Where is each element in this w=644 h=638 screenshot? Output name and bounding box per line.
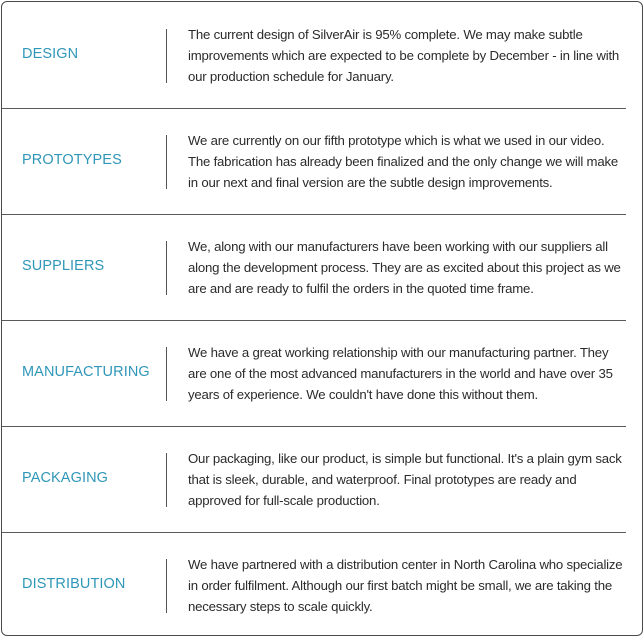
project-status-table <box>1 1 643 636</box>
row-description: We, along with our manufacturers have been working with our suppliers all along the development process. They are as excited about this project as we are and are ready to fulfil the orders in the quoted time frame. <box>188 239 621 296</box>
vertical-divider <box>166 29 167 83</box>
vertical-divider <box>166 347 167 401</box>
row-description: We have partnered with a distribution center in North Carolina who specialize in order fulfilment. Although our first batch might be small, we are taking the necessary steps to scale quickly. <box>188 557 623 614</box>
row-label: PROTOTYPES <box>22 152 122 168</box>
row-description: We are currently on our fifth prototype which is what we used in our video. The fabrication has already been finalized and the only change we will make in our next and final version are the subtle design improvements. <box>188 133 618 190</box>
row-label: SUPPLIERS <box>22 258 105 274</box>
vertical-divider <box>166 241 167 295</box>
row-label: MANUFACTURING <box>22 364 150 380</box>
row-label: DISTRIBUTION <box>22 576 126 592</box>
status-row-prototypes <box>2 108 642 214</box>
status-row-suppliers <box>2 214 642 320</box>
status-row-distribution <box>2 532 642 638</box>
row-label: PACKAGING <box>22 470 109 486</box>
row-label: DESIGN <box>22 46 79 62</box>
status-row-manufacturing <box>2 320 642 426</box>
vertical-divider <box>166 135 167 189</box>
vertical-divider <box>166 453 167 507</box>
row-description: Our packaging, like our product, is simple but functional. It's a plain gym sack that is sleek, durable, and waterproof. Final prototypes are ready and approved for full-scale production. <box>188 451 622 508</box>
row-description: We have a great working relationship with our manufacturing partner. They are one of the most advanced manufacturers in the world and have over 35 years of experience. We couldn't have done this without them. <box>188 345 613 402</box>
status-row-design <box>2 2 642 108</box>
status-row-packaging <box>2 426 642 532</box>
vertical-divider <box>166 559 167 613</box>
row-description: The current design of SilverAir is 95% complete. We may make subtle improvements which are expected to be complete by December - in line with our production schedule for January. <box>188 27 620 84</box>
